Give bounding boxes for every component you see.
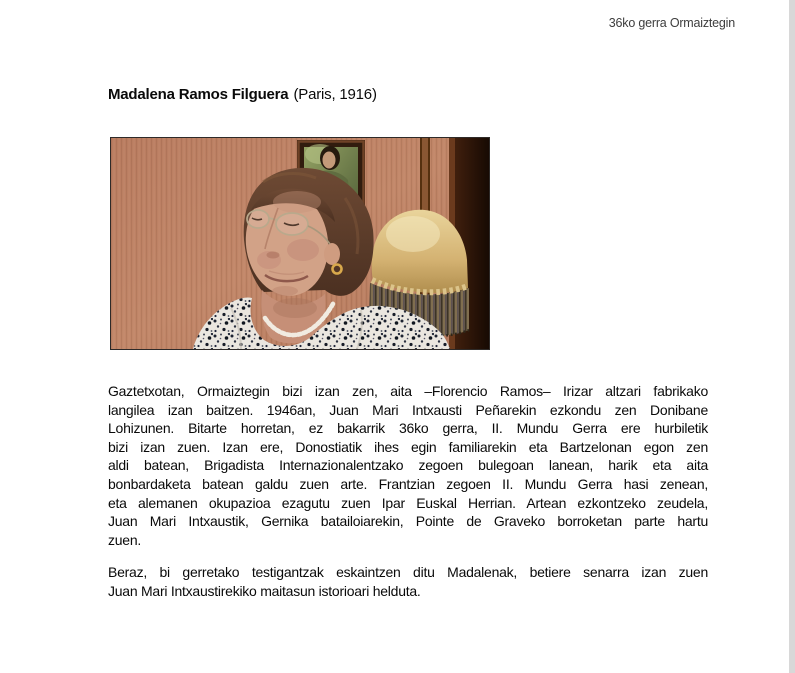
portrait-photo xyxy=(110,137,490,350)
portrait-photo-art xyxy=(111,138,489,349)
person-origin: (Paris, 1916) xyxy=(293,86,377,103)
text-line: langilea izan baitzen. 1946an, Juan Mari Intxausti Peñarekin ezkondu zen Donibane xyxy=(108,401,708,418)
person-name: Madalena Ramos Filguera xyxy=(108,86,289,103)
body-paragraph-2 xyxy=(108,563,708,600)
text-line: Juan Mari Intxaustik, Gernika batailoiarekin, Pointe de Graveko borroketan parte hartu xyxy=(108,513,708,530)
text-line: Beraz, bi gerretako testigantzak eskaintzen ditu Madalenak, betiere senarra izan zuen xyxy=(108,564,708,580)
right-edge-strip xyxy=(789,0,795,673)
text-line: bizi izan zuen. Izan ere, Donostiatik ihes egin familiarekin eta Bartzelonan egon zen xyxy=(108,438,708,455)
text-line: zuen. xyxy=(108,531,141,548)
body-paragraph-1 xyxy=(108,382,708,549)
text-line: Lohizunen. Bitarte horretan, ez bakarrik 36ko gerra, II. Mundu Gerra ere hurbiletik xyxy=(108,420,708,437)
text-line: bonbardaketa batean galdu zuen arte. Frantzian zegoen II. Mundu Gerra hasi zenean, xyxy=(108,475,708,492)
running-header xyxy=(0,16,735,30)
ear xyxy=(324,243,340,265)
text-line: Juan Mari Intxaustirekiko maitasun istorioari helduta. xyxy=(108,582,421,599)
running-header-text: 36ko gerra Ormaiztegin xyxy=(608,16,735,30)
text-line: Gaztetxotan, Ormaiztegin bizi izan zen, aita –Florencio Ramos– Irizar altzari fabrikako xyxy=(108,383,708,399)
text-line: eta alemanen okupazioa ezagutu zuen Ipar Euskal Herrian. Artean ezkontzeko zeudela, xyxy=(108,494,708,511)
page-title xyxy=(108,86,377,103)
text-line: aldi batean, Brigadista Internazionalentzako zegoen bulegoan lanean, harik eta aita xyxy=(108,457,708,474)
